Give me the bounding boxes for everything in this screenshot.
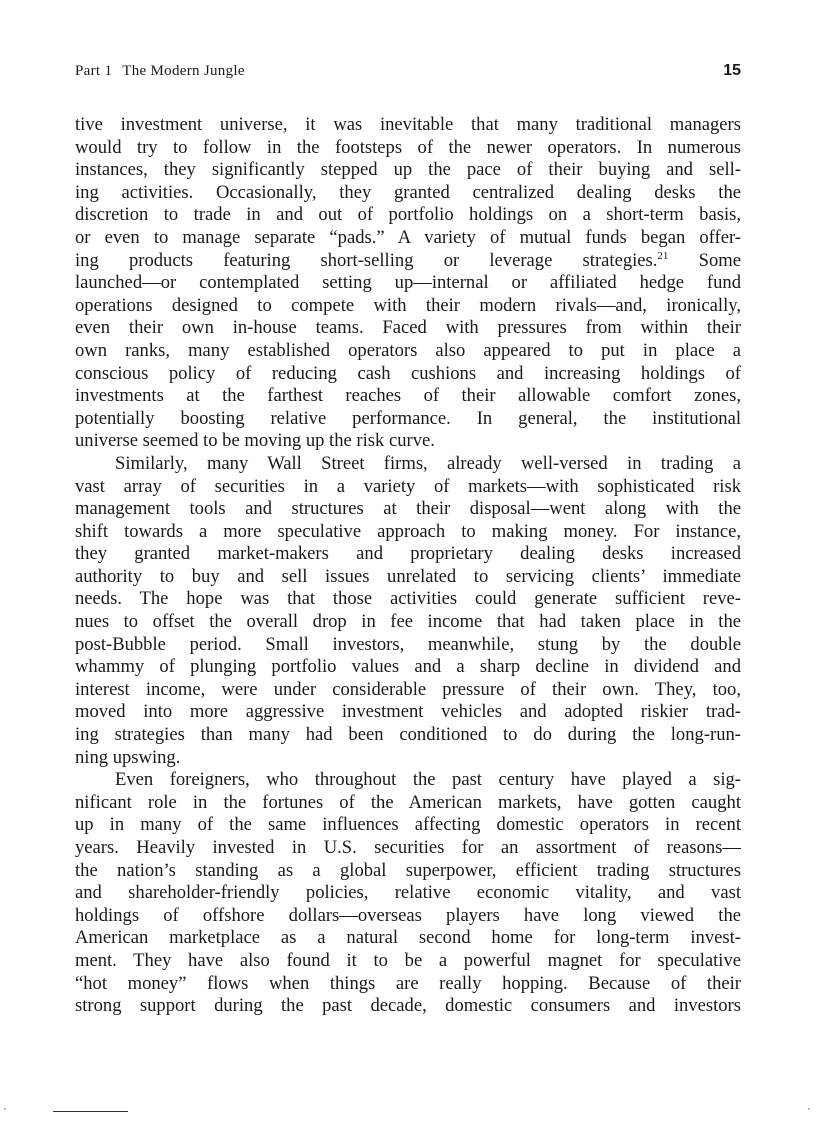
running-head-part <box>75 60 245 82</box>
body-text <box>75 114 741 1018</box>
text-line: holdings of offshore dollars—overseas players have long viewed the <box>75 904 741 926</box>
text-line: the nation’s standing as a global superpower, efficient trading structures <box>75 859 741 881</box>
text-line: post-Bubble period. Small investors, meanwhile, stung by the double <box>75 633 741 655</box>
text-line-with-footnote <box>75 250 741 273</box>
text-line: strong support during the past decade, domestic consumers and investors <box>75 995 741 1017</box>
page-number: 15 <box>723 62 741 79</box>
text-line: instances, they significantly stepped up the pace of their buying and sell- <box>75 159 741 181</box>
text-line: interest income, were under considerable pressure of their own. They, too, <box>75 678 741 700</box>
text-line-tail: Some <box>698 249 741 271</box>
text-line: investments at the farthest reaches of their allowable comfort zones, <box>75 385 741 407</box>
text-line: and shareholder-friendly policies, relative economic vitality, and vast <box>75 882 741 904</box>
text-line: American marketplace as a natural second home for long-term invest- <box>75 927 741 949</box>
text-line: ment. They have also found it to be a powerful magnet for speculative <box>75 949 741 971</box>
text-line: Similarly, many Wall Street firms, already well-versed in trading a <box>115 452 741 474</box>
footnote-divider <box>53 1111 128 1112</box>
text-line: own ranks, many established operators also appeared to put in place a <box>75 339 741 361</box>
scan-mark <box>4 1108 6 1110</box>
text-line: ing strategies than many had been conditioned to do during the long-run- <box>75 724 741 746</box>
text-line-head: ing products featuring short-selling or leverage strategies. <box>75 249 658 271</box>
text-line: up in many of the same influences affecting domestic operators in recent <box>75 814 741 836</box>
text-line: moved into more aggressive investment vehicles and adopted riskier trad- <box>75 701 741 723</box>
text-line: management tools and structures at their disposal—went along with the <box>75 498 741 520</box>
part-number: 1 <box>104 63 113 79</box>
text-line: potentially boosting relative performance. In general, the institutional <box>75 407 741 429</box>
text-line: even their own in-house teams. Faced with pressures from within their <box>75 317 741 339</box>
text-line: ing activities. Occasionally, they granted centralized dealing desks the <box>75 181 741 203</box>
text-line: conscious policy of reducing cash cushions and increasing holdings of <box>75 362 741 384</box>
text-line: or even to manage separate “pads.” A variety of mutual funds began offer- <box>75 226 741 248</box>
text-line: tive investment universe, it was inevitable that many traditional managers <box>75 114 741 135</box>
text-line: launched—or contemplated setting up—internal or affiliated hedge fund <box>75 272 741 294</box>
text-line: needs. The hope was that those activities could generate sufficient reve- <box>75 588 741 610</box>
text-line: universe seemed to be moving up the risk curve. <box>75 430 435 452</box>
text-line: operations designed to compete with their modern rivals—and, ironically, <box>75 294 741 316</box>
text-line: years. Heavily invested in U.S. securities for an assortment of reasons— <box>75 837 741 858</box>
text-line: they granted market-makers and proprietary dealing desks increased <box>75 543 741 565</box>
part-label: Part <box>75 63 101 79</box>
text-line: whammy of plunging portfolio values and a sharp decline in dividend and <box>75 656 741 678</box>
text-line: would try to follow in the footsteps of the newer operators. In numerous <box>75 136 741 158</box>
text-line: Even foreigners, who throughout the past century have played a sig- <box>115 769 741 791</box>
text-line: shift towards a more speculative approach to making money. For instance, <box>75 520 741 542</box>
scan-mark <box>808 1108 810 1110</box>
text-line: ning upswing. <box>75 746 181 768</box>
text-line: discretion to trade in and out of portfolio holdings on a short-term basis, <box>75 204 741 226</box>
chapter-title: The Modern Jungle <box>122 63 245 79</box>
text-line: vast array of securities in a variety of markets—with sophisticated risk <box>75 475 741 497</box>
text-line: nues to offset the overall drop in fee income that had taken place in the <box>75 611 741 633</box>
text-line: nificant role in the fortunes of the American markets, have gotten caught <box>75 791 741 813</box>
running-head <box>75 60 741 82</box>
text-line: authority to buy and sell issues unrelated to servicing clients’ immediate <box>75 565 741 587</box>
footnote-reference[interactable]: 21 <box>657 249 669 262</box>
text-line: “hot money” flows when things are really hopping. Because of their <box>75 972 741 994</box>
